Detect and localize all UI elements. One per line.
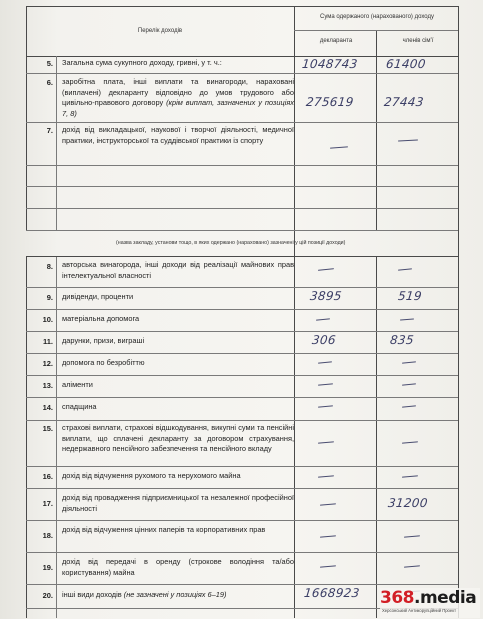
declarant-amount: 1668923 bbox=[303, 586, 361, 600]
row-line bbox=[26, 466, 458, 467]
declarant-amount: 306 bbox=[311, 333, 337, 347]
row-description: дохід від відчуження цінних паперів та корпоративних прав bbox=[62, 525, 266, 534]
family-dash bbox=[402, 361, 416, 364]
header-list-title: Перелік доходів bbox=[137, 28, 183, 34]
row-description: матеріальна допомога bbox=[62, 314, 140, 323]
institution-note: (назва закладу, установи тощо, в яких одержано (нараховано) зазначені у цій позиції доходи) bbox=[116, 240, 346, 246]
row-line bbox=[26, 73, 458, 74]
row-description: дивіденди, проценти bbox=[62, 292, 134, 301]
family-dash bbox=[402, 405, 416, 408]
declarant-dash bbox=[318, 268, 334, 271]
declarant-amount: 1048743 bbox=[301, 57, 359, 71]
declarant-amount: 3895 bbox=[309, 289, 343, 303]
row-line bbox=[26, 122, 458, 123]
row-line bbox=[26, 420, 458, 421]
row-description: дохід від викладацької, наукової і творчої діяльності, медичної практики, інструкторської та суддівської практики із спорту bbox=[62, 125, 294, 145]
row-line bbox=[26, 520, 458, 521]
row-number: 14. bbox=[42, 403, 53, 412]
table-left-border-top bbox=[26, 56, 27, 230]
family-dash bbox=[398, 139, 418, 141]
table-left-border bbox=[26, 6, 27, 58]
media-watermark-logo bbox=[380, 588, 480, 618]
row-description: спадщина bbox=[62, 402, 97, 411]
declarant-dash bbox=[316, 318, 330, 321]
family-amount: 519 bbox=[397, 289, 423, 303]
row-number: 10. bbox=[42, 315, 53, 324]
row-line bbox=[26, 552, 458, 553]
row-number: 5. bbox=[46, 59, 53, 68]
header-family: членів сім'ї bbox=[402, 38, 434, 44]
row-line bbox=[26, 375, 458, 376]
header-sum-title: Сума одержаного (нарахованого) доходу bbox=[319, 14, 434, 20]
family-dash bbox=[402, 441, 418, 444]
row-number: 18. bbox=[42, 531, 53, 540]
row-number: 20. bbox=[42, 591, 53, 600]
row-number: 7. bbox=[46, 126, 53, 135]
row-description: аліменти bbox=[62, 380, 93, 389]
table-top-border bbox=[26, 6, 458, 7]
declarant-amount: 275619 bbox=[305, 95, 355, 109]
row-description: авторська винагорода, інші доходи від реалізації майнових прав інтелектуальної власності bbox=[62, 260, 294, 280]
row-line bbox=[26, 208, 458, 209]
family-amount: 61400 bbox=[385, 57, 427, 71]
row-description: дарунки, призи, виграші bbox=[62, 336, 145, 345]
column-divider-description-bottom bbox=[294, 256, 295, 618]
row-line bbox=[26, 331, 458, 332]
column-divider-family bbox=[376, 30, 377, 230]
row-line bbox=[26, 584, 458, 585]
declarant-dash bbox=[318, 361, 332, 364]
family-amount: 27443 bbox=[383, 95, 425, 109]
number-column-line-bottom bbox=[56, 256, 57, 618]
row-number: 6. bbox=[46, 78, 53, 87]
logo-wordmark: 368.media bbox=[380, 588, 477, 608]
row-description: дохід від відчуження рухомого та нерухомого майна bbox=[62, 471, 241, 480]
table-left-border-bottom bbox=[26, 256, 27, 618]
family-dash bbox=[402, 475, 418, 478]
row-line bbox=[26, 165, 458, 166]
family-dash bbox=[402, 383, 416, 386]
family-amount: 31200 bbox=[387, 496, 429, 510]
row-number: 9. bbox=[46, 293, 53, 302]
row-number: 13. bbox=[42, 381, 53, 390]
row-description: дохід від передачі в оренду (строкове володіння та/або користування) майна bbox=[62, 557, 294, 577]
row-number: 19. bbox=[42, 563, 53, 572]
declarant-dash bbox=[330, 146, 348, 149]
row-line bbox=[26, 256, 458, 257]
row-number: 11. bbox=[42, 337, 53, 346]
row-description: Загальна сума сукупного доходу, гривні, у т. ч.: bbox=[62, 58, 222, 67]
declarant-dash bbox=[320, 503, 336, 506]
declarant-dash bbox=[318, 475, 334, 478]
row-description: інші види доходів (не зазначені у позиціях 6–19) bbox=[62, 590, 227, 599]
declarant-dash bbox=[318, 441, 334, 444]
table-right-border bbox=[458, 6, 459, 618]
logo-tagline: Херсонський Антикорупційний Проект bbox=[382, 608, 457, 613]
family-dash bbox=[398, 268, 412, 271]
row-line bbox=[26, 287, 458, 288]
row-line bbox=[26, 309, 458, 310]
header-declarant: декларанта bbox=[319, 38, 353, 44]
family-dash bbox=[404, 565, 420, 568]
declarant-dash bbox=[320, 565, 336, 568]
row-line bbox=[26, 397, 458, 398]
row-line bbox=[26, 186, 458, 187]
row-number: 8. bbox=[46, 262, 53, 271]
row-line bbox=[26, 353, 458, 354]
number-column-line-top bbox=[56, 56, 57, 230]
row-description: страхові виплати, страхові відшкодування, викупні суми та пенсійні виплати, що сплачені декларанту за договором страхування, недержавного пенсійного забезпечення та пенсійного вкладу bbox=[62, 423, 294, 454]
row-line bbox=[26, 488, 458, 489]
family-dash bbox=[400, 319, 414, 321]
row-description: дохід від провадження підприємницької та незалежної професійної діяльності bbox=[62, 493, 294, 513]
family-amount: 835 bbox=[389, 333, 415, 347]
row-number: 17. bbox=[42, 499, 53, 508]
row-description: заробітна плата, інші виплати та винагороди, нараховані (виплачені) декларанту відповідно до умов трудового або цивільно-правового договору (крім виплат, зазначених у позиціях 7, 8) bbox=[62, 77, 294, 118]
column-divider-family-bottom bbox=[376, 256, 377, 618]
header-split-line bbox=[294, 30, 458, 31]
declarant-dash bbox=[318, 383, 333, 386]
row-description: допомога по безробіттю bbox=[62, 358, 145, 367]
family-dash bbox=[404, 535, 420, 538]
row-number: 15. bbox=[42, 424, 53, 433]
row-number: 16. bbox=[42, 472, 53, 481]
row-number: 12. bbox=[42, 359, 53, 368]
declarant-dash bbox=[320, 535, 336, 538]
row-line bbox=[26, 230, 458, 231]
declarant-dash bbox=[318, 405, 333, 408]
